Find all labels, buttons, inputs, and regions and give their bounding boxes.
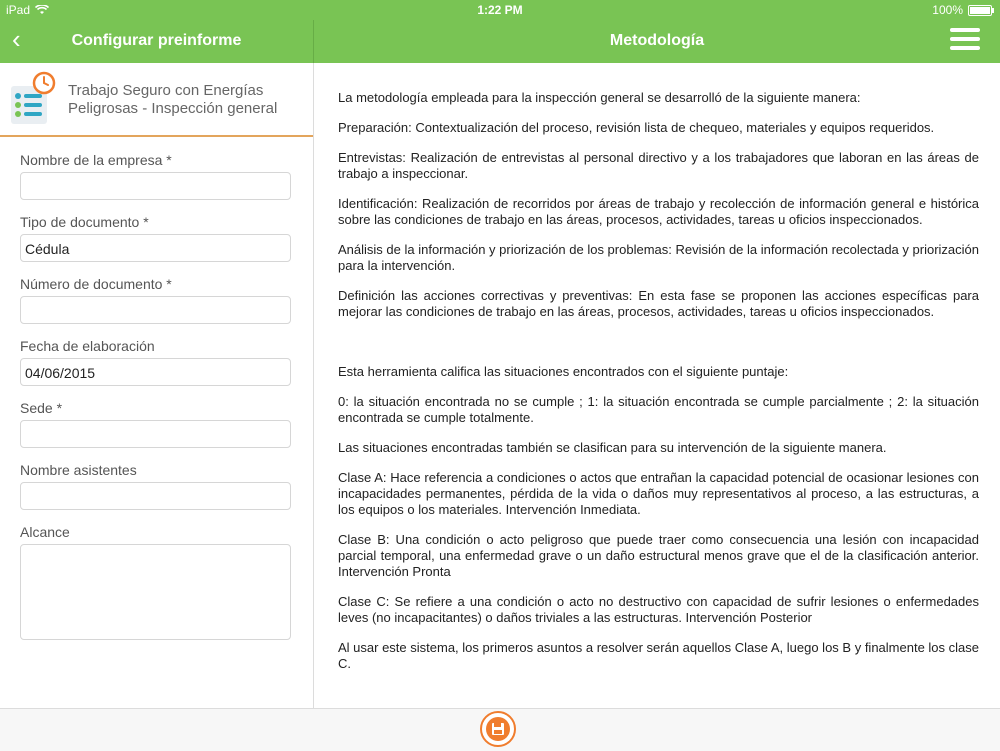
checklist-clock-icon	[9, 71, 59, 126]
paragraph: Esta herramienta califica las situaciones encontrados con el siguiente puntaje:	[338, 364, 789, 379]
paragraph: Preparación: Contextualización del proceso, revisión lista de chequeo, materiales y equipos requeridos.	[338, 120, 935, 135]
bottom-toolbar	[0, 708, 1000, 751]
content-title: Metodología	[609, 32, 705, 49]
methodology-content[interactable]	[314, 63, 1000, 708]
field-label-numero-documento: Número de documento *	[20, 276, 172, 292]
hamburger-menu-icon[interactable]	[950, 28, 980, 52]
paragraph: Análisis de la información y priorización de los problemas: Revisión de la información recolectada y priorización para la intervención.	[338, 242, 979, 273]
paragraph: Identificación: Realización de recorridos por áreas de trabajo y recolección de información general e histórica sobre las condiciones de trabajo en las áreas, procesos, actividades, tareas u oficios inspeccionados.	[338, 196, 979, 227]
alcance-textarea[interactable]	[20, 544, 291, 640]
field-label-alcance: Alcance	[20, 524, 70, 540]
field-label-asistentes: Nombre asistentes	[20, 462, 137, 478]
header-line-1: Trabajo Seguro con Energías	[68, 82, 264, 99]
field-label-fecha: Fecha de elaboración	[20, 338, 155, 354]
paragraph: Clase A: Hace referencia a condiciones o actos que entrañan la capacidad potencial de ocasionar lesiones con incapacidades permanentes, pérdida de la vida o daños muy representativos al proceso, a las estructuras, a los equipos o los materiales. Intervención Inmediata.	[338, 470, 979, 517]
paragraph: Al usar este sistema, los primeros asuntos a resolver serán aquellos Clase A, luego los B y finalmente los clase C.	[338, 640, 979, 671]
paragraph: Clase B: Una condición o acto peligroso que puede traer como consecuencia una lesión con incapacidad parcial temporal, una enfermedad grave o un daño estructural menos grave que el de la clasificación anterior. Intervención Pronta	[338, 532, 979, 579]
paragraph: Definición las acciones correctivas y preventivas: En esta fase se proponen las acciones específicas para mejorar las condiciones de trabajo en las áreas, procesos, actividades, tareas u oficios inspeccionados.	[338, 288, 979, 319]
tipo-documento-select[interactable]: Cédula	[20, 234, 291, 262]
header-line-2: Peligrosas - Inspección general	[68, 100, 278, 117]
field-label-empresa: Nombre de la empresa *	[20, 152, 172, 168]
sede-input[interactable]	[20, 420, 291, 448]
chevron-left-icon[interactable]: ‹	[12, 24, 21, 54]
asistentes-input[interactable]	[20, 482, 291, 510]
sidebar-header-title	[68, 82, 308, 118]
sidebar	[0, 63, 313, 708]
status-bar	[0, 0, 1000, 20]
paragraph: La metodología empleada para la inspección general se desarrolló de la siguiente manera:	[338, 90, 861, 105]
field-label-sede: Sede *	[20, 400, 63, 416]
fecha-input[interactable]: 04/06/2015	[20, 358, 291, 386]
paragraph: Las situaciones encontradas también se clasifican para su intervención de la siguiente manera.	[338, 440, 887, 455]
paragraph: Entrevistas: Realización de entrevistas al personal directivo y a los trabajadores que laboran en las áreas de trabajo a inspeccionar.	[338, 150, 979, 181]
preinforme-form	[20, 152, 293, 654]
paragraph: Clase C: Se refiere a una condición o acto no destructivo con capacidad de sufrir lesiones o enfermedades leves (no incapacitantes) o daños triviales a las estructuras. Intervención Posterior	[338, 594, 979, 625]
save-button[interactable]	[480, 711, 516, 747]
save-icon	[491, 722, 505, 736]
sidebar-header	[0, 63, 313, 137]
nav-bar	[0, 20, 1000, 63]
paragraph: 0: la situación encontrada no se cumple ; 1: la situación encontrada se cumple parcialmente ; 2: la situación encontrada se cumple totalmente.	[338, 394, 979, 425]
battery-icon	[968, 5, 992, 16]
methodology-text	[338, 90, 979, 686]
sidebar-title: Configurar preinforme	[71, 32, 242, 49]
clock: 1:22 PM	[477, 3, 523, 17]
sidebar-nav	[0, 20, 313, 63]
battery-percent: 100%	[932, 3, 963, 17]
numero-documento-input[interactable]	[20, 296, 291, 324]
field-label-tipo-documento: Tipo de documento *	[20, 214, 149, 230]
empresa-input[interactable]	[20, 172, 291, 200]
device-name: iPad	[6, 3, 31, 17]
battery-fill	[970, 7, 990, 14]
